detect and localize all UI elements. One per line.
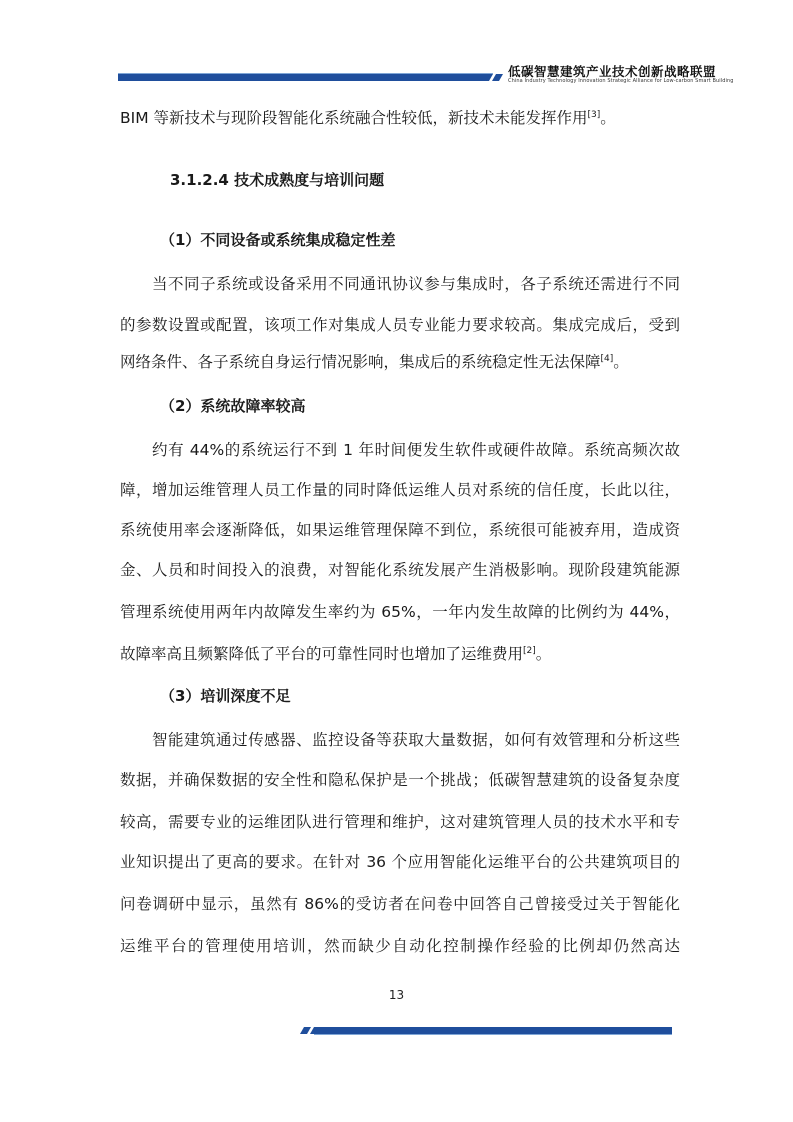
subsection-heading: （2）系统故障率较高 xyxy=(160,397,306,415)
text-line: 数据，并确保数据的安全性和隐私保护是一个挑战；低碳智慧建筑的设备复杂度 xyxy=(120,771,680,789)
text-line: 较高，需要专业的运维团队进行管理和维护，这对建筑管理人员的技术水平和专 xyxy=(120,813,680,831)
text-run: 。 xyxy=(613,353,629,371)
footer-band-graphic xyxy=(300,1026,672,1035)
text-line: 智能建筑通过传感器、监控设备等获取大量数据，如何有效管理和分析这些 xyxy=(152,731,680,749)
org-name: 低碳智慧建筑产业技术创新战略联盟 xyxy=(508,64,717,79)
text-line: 管理系统使用两年内故障发生率约为 65%，一年内发生故障的比例约为 44%， xyxy=(120,603,680,621)
header-band xyxy=(118,73,503,82)
header-band-graphic xyxy=(118,73,503,82)
text-line: 金、人员和时间投入的浪费，对智能化系统发展产生消极影响。现阶段建筑能源 xyxy=(120,561,680,579)
citation-ref: [3] xyxy=(587,109,601,120)
text-line: 运维平台的管理使用培训，然而缺少自动化控制操作经验的比例却仍然高达 xyxy=(120,937,680,955)
text-run: 网络条件、各子系统自身运行情况影响，集成后的系统稳定性无法保障 xyxy=(120,353,601,371)
text-line xyxy=(120,642,680,666)
text-line: 问卷调研中显示，虽然有 86%的受访者在问卷中回答自己曾接受过关于智能化 xyxy=(120,895,680,913)
citation-ref: [2] xyxy=(523,645,536,656)
page-number: 13 xyxy=(388,988,405,1002)
text-line: 的参数设置或配置，该项工作对集成人员专业能力要求较高。集成完成后，受到 xyxy=(120,316,680,334)
footer-band xyxy=(300,1026,672,1035)
subsection-heading: （1）不同设备或系统集成稳定性差 xyxy=(160,231,396,249)
text-line: 业知识提出了更高的要求。在针对 36 个应用智能化运维平台的公共建筑项目的 xyxy=(120,853,680,871)
text-run: 。 xyxy=(600,109,616,127)
text-line: 系统使用率会逐渐降低，如果运维管理保障不到位，系统很可能被弃用，造成资 xyxy=(120,521,680,539)
section-heading: 3.1.2.4 技术成熟度与培训问题 xyxy=(170,171,385,189)
text-line xyxy=(120,106,680,130)
text-line: 当不同子系统或设备采用不同通讯协议参与集成时，各子系统还需进行不同 xyxy=(152,275,680,293)
text-line xyxy=(120,350,680,374)
text-run: BIM 等新技术与现阶段智能化系统融合性较低，新技术未能发挥作用 xyxy=(120,109,588,127)
text-line: 约有 44%的系统运行不到 1 年时间便发生软件或硬件故障。系统高频次故 xyxy=(152,441,680,459)
citation-ref: [4] xyxy=(600,353,614,364)
org-name-en: China Industry Technology Innovation Strategic Alliance for Low-carbon Smart Building xyxy=(508,78,734,84)
text-run: 。 xyxy=(535,645,552,663)
text-run: 故障率高且频繁降低了平台的可靠性同时也增加了运维费用 xyxy=(120,645,524,663)
text-line: 障，增加运维管理人员工作量的同时降低运维人员对系统的信任度，长此以往， xyxy=(120,481,680,499)
subsection-heading: （3）培训深度不足 xyxy=(160,687,291,705)
